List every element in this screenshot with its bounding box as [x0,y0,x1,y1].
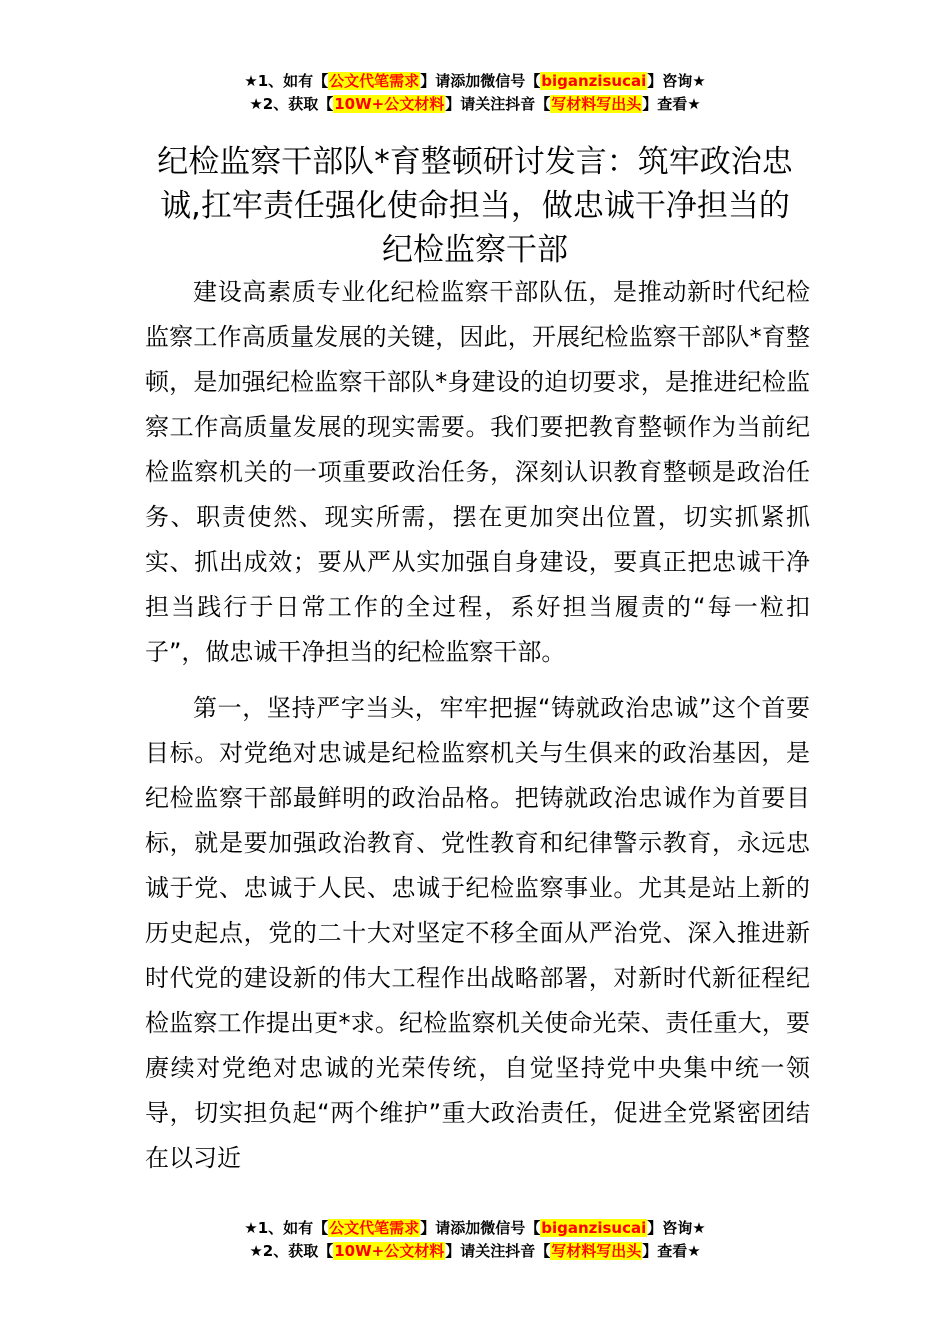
paragraph-intro: 建设高素质专业化纪检监察干部队伍，是推动新时代纪检监察工作高质量发展的关键，因此，开展纪检监察干部队*育整顿，是加强纪检监察干部队*身建设的迫切要求，是推进纪检监察工作高质量发展的现实需要。我们要把教育整顿作为当前纪检监察机关的一项重要政治任务，深刻认识教育整顿是政治任务、职责使然、现实所需，摆在更加突出位置，切实抓紧抓实、抓出成效；要从严从实加强自身建设，要真正把忠诚干净担当践行于日常工作的全过程，系好担当履责的“每一粒扣子”，做忠诚干净担当的纪检监察干部。 [145,278,810,666]
douyin-account-highlight: 写材料写出头 [551,1242,642,1260]
promo-banner-top [0,70,950,116]
promo-banner-bottom [0,1217,950,1263]
promo-line-2: ★2、获取【10W+公文材料】请关注抖音【写材料写出头】查看★ [249,95,701,113]
promo-line-1: ★1、如有【公文代笔需求】请添加微信号【biganzisucai】咨询★ [244,72,706,90]
promo-highlight: 公文代笔需求 [329,1219,420,1237]
promo-line-1: ★1、如有【公文代笔需求】请添加微信号【biganzisucai】咨询★ [244,1219,706,1237]
document-body [145,270,810,1181]
wechat-id-highlight: biganzisucai [541,72,647,90]
promo-highlight: 10W+公文材料 [334,95,445,113]
douyin-account-highlight: 写材料写出头 [551,95,642,113]
paragraph-first-point: 第一，坚持严字当头，牢牢把握“铸就政治忠诚”这个首要目标。对党绝对忠诚是纪检监察机关与生俱来的政治基因，是纪检监察干部最鲜明的政治品格。把铸就政治忠诚作为首要目标，就是要加强政治教育、党性教育和纪律警示教育，永远忠诚于党、忠诚于人民、忠诚于纪检监察事业。尤其是站上新的历史起点，党的二十大对坚定不移全面从严治党、深入推进新时代党的建设新的伟大工程作出战略部署，对新时代新征程纪检监察工作提出更*求。纪检监察机关使命光荣、责任重大，要赓续对党绝对忠诚的光荣传统，自觉坚持党中央集中统一领导，切实担负起“两个维护”重大政治责任，促进全党紧密团结在以习近 [145,694,810,1172]
promo-line-2: ★2、获取【10W+公文材料】请关注抖音【写材料写出头】查看★ [249,1242,701,1260]
promo-highlight: 10W+公文材料 [334,1242,445,1260]
document-title: 纪检监察干部队*育整顿研讨发言：筑牢政治忠诚,扛牢责任强化使命担当，做忠诚干净担当的纪检监察干部 [157,143,793,268]
wechat-id-highlight: biganzisucai [541,1219,647,1237]
promo-highlight: 公文代笔需求 [329,72,420,90]
